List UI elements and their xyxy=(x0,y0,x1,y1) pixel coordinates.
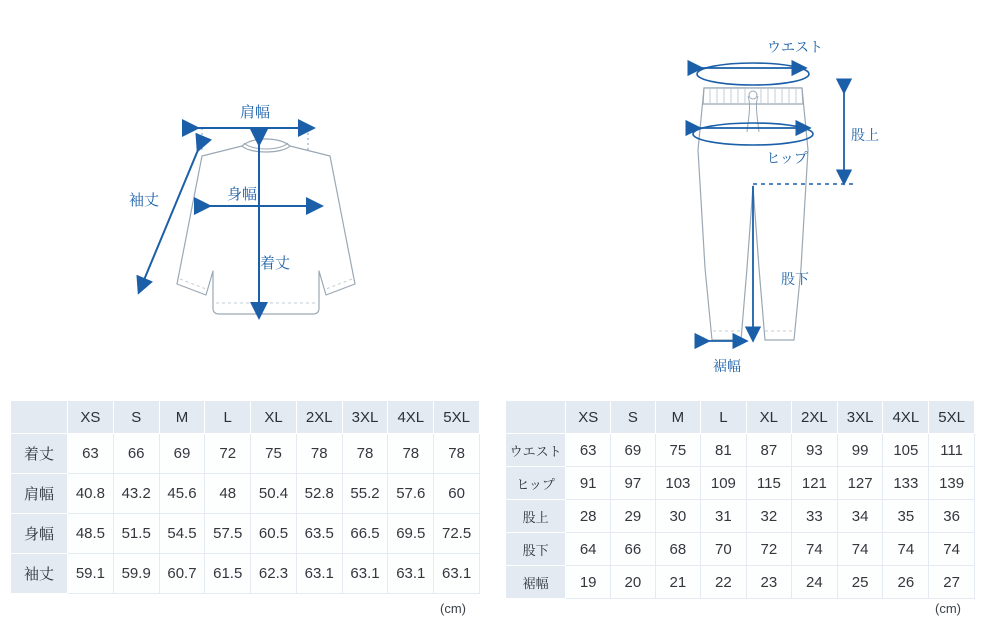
cell: 33 xyxy=(792,500,838,533)
cell: 127 xyxy=(837,467,883,500)
row-label-waist: ウエスト xyxy=(506,434,566,467)
cell: 103 xyxy=(655,467,701,500)
cell: 21 xyxy=(655,566,701,599)
cell: 36 xyxy=(929,500,975,533)
cell: 45.6 xyxy=(159,474,205,514)
row-label-hem-width: 裾幅 xyxy=(506,566,566,599)
table-row xyxy=(506,500,975,533)
cell: 72.5 xyxy=(434,514,480,554)
cell: 29 xyxy=(611,500,655,533)
table-row xyxy=(11,474,480,514)
cell: 91 xyxy=(566,467,611,500)
column-header-xs: XS xyxy=(68,401,114,434)
table-row xyxy=(506,566,975,599)
cell: 26 xyxy=(883,566,929,599)
cell: 62.3 xyxy=(251,554,297,594)
table-row xyxy=(11,554,480,594)
cell: 66 xyxy=(113,434,159,474)
cell: 133 xyxy=(883,467,929,500)
cell: 60.7 xyxy=(159,554,205,594)
cell: 139 xyxy=(929,467,975,500)
table-row xyxy=(506,434,975,467)
cell: 63 xyxy=(68,434,114,474)
column-header-xs: XS xyxy=(566,401,611,434)
cell: 54.5 xyxy=(159,514,205,554)
cell: 69 xyxy=(611,434,655,467)
row-label-sleeve-length: 袖丈 xyxy=(11,554,68,594)
cell: 115 xyxy=(746,467,791,500)
cell: 81 xyxy=(701,434,747,467)
unit-note-tops: (cm) xyxy=(440,601,466,616)
column-header-3xl: 3XL xyxy=(837,401,883,434)
cell: 22 xyxy=(701,566,747,599)
label-hip: ヒップ xyxy=(766,150,808,166)
cell: 66.5 xyxy=(342,514,388,554)
cell: 34 xyxy=(837,500,883,533)
cell: 75 xyxy=(251,434,297,474)
cell: 55.2 xyxy=(342,474,388,514)
cell: 23 xyxy=(746,566,791,599)
cell: 31 xyxy=(701,500,747,533)
cell: 87 xyxy=(746,434,791,467)
label-body-length: 着丈 xyxy=(259,255,291,272)
table-row xyxy=(11,514,480,554)
cell: 57.5 xyxy=(205,514,251,554)
tops-size-table xyxy=(10,400,480,594)
column-header-5xl: 5XL xyxy=(929,401,975,434)
cell: 78 xyxy=(434,434,480,474)
cell: 19 xyxy=(566,566,611,599)
label-rise: 股上 xyxy=(851,127,879,143)
cell: 109 xyxy=(701,467,747,500)
cell: 63.1 xyxy=(296,554,342,594)
column-header-xl: XL xyxy=(746,401,791,434)
row-label-chest-width: 身幅 xyxy=(11,514,68,554)
cell: 50.4 xyxy=(251,474,297,514)
cell: 63 xyxy=(566,434,611,467)
cell: 60.5 xyxy=(251,514,297,554)
cell: 24 xyxy=(792,566,838,599)
table-row xyxy=(506,533,975,566)
table-header-row xyxy=(506,401,975,434)
cell: 63.5 xyxy=(296,514,342,554)
cell: 63.1 xyxy=(434,554,480,594)
row-label-body-length: 着丈 xyxy=(11,434,68,474)
column-header-xl: XL xyxy=(251,401,297,434)
cell: 93 xyxy=(792,434,838,467)
cell: 59.9 xyxy=(113,554,159,594)
column-header-4xl: 4XL xyxy=(388,401,434,434)
cell: 43.2 xyxy=(113,474,159,514)
table-row xyxy=(11,434,480,474)
cell: 99 xyxy=(837,434,883,467)
row-label-shoulder-width: 肩幅 xyxy=(11,474,68,514)
row-label-inseam: 股下 xyxy=(506,533,566,566)
column-header-m: M xyxy=(655,401,701,434)
cell: 61.5 xyxy=(205,554,251,594)
cell: 63.1 xyxy=(342,554,388,594)
cell: 52.8 xyxy=(296,474,342,514)
cell: 60 xyxy=(434,474,480,514)
cell: 48.5 xyxy=(68,514,114,554)
column-header-s: S xyxy=(611,401,655,434)
label-waist: ウエスト xyxy=(767,39,823,55)
cell: 20 xyxy=(611,566,655,599)
row-label-hip: ヒップ xyxy=(506,467,566,500)
cell: 30 xyxy=(655,500,701,533)
cell: 69.5 xyxy=(388,514,434,554)
cell: 105 xyxy=(883,434,929,467)
cell: 74 xyxy=(837,533,883,566)
long-sleeve-shirt-diagram xyxy=(10,0,500,390)
cell: 75 xyxy=(655,434,701,467)
row-label-rise: 股上 xyxy=(506,500,566,533)
column-header-3xl: 3XL xyxy=(342,401,388,434)
cell: 72 xyxy=(205,434,251,474)
cell: 28 xyxy=(566,500,611,533)
cell: 32 xyxy=(746,500,791,533)
label-chest-width: 身幅 xyxy=(226,186,258,203)
column-header-2xl: 2XL xyxy=(296,401,342,434)
column-header-s: S xyxy=(113,401,159,434)
cell: 111 xyxy=(929,434,975,467)
cell: 66 xyxy=(611,533,655,566)
column-header-5xl: 5XL xyxy=(434,401,480,434)
table-header-row xyxy=(11,401,480,434)
cell: 97 xyxy=(611,467,655,500)
pants-diagram xyxy=(505,0,995,390)
column-header-4xl: 4XL xyxy=(883,401,929,434)
cell: 40.8 xyxy=(68,474,114,514)
label-inseam: 股下 xyxy=(781,271,809,287)
cell: 69 xyxy=(159,434,205,474)
table-corner-cell xyxy=(506,401,566,434)
table-row xyxy=(506,467,975,500)
label-shoulder-width: 肩幅 xyxy=(239,104,271,121)
cell: 68 xyxy=(655,533,701,566)
cell: 74 xyxy=(929,533,975,566)
cell: 121 xyxy=(792,467,838,500)
cell: 51.5 xyxy=(113,514,159,554)
cell: 25 xyxy=(837,566,883,599)
cell: 35 xyxy=(883,500,929,533)
cell: 72 xyxy=(746,533,791,566)
column-header-l: L xyxy=(701,401,747,434)
unit-note-bottoms: (cm) xyxy=(935,601,961,616)
cell: 74 xyxy=(883,533,929,566)
cell: 64 xyxy=(566,533,611,566)
cell: 59.1 xyxy=(68,554,114,594)
cell: 63.1 xyxy=(388,554,434,594)
bottoms-size-table xyxy=(505,400,975,599)
label-sleeve-length: 袖丈 xyxy=(128,192,160,209)
cell: 27 xyxy=(929,566,975,599)
column-header-l: L xyxy=(205,401,251,434)
cell: 78 xyxy=(388,434,434,474)
cell: 74 xyxy=(792,533,838,566)
cell: 78 xyxy=(296,434,342,474)
cell: 48 xyxy=(205,474,251,514)
cell: 57.6 xyxy=(388,474,434,514)
column-header-m: M xyxy=(159,401,205,434)
table-corner-cell xyxy=(11,401,68,434)
label-hem-width: 裾幅 xyxy=(713,358,741,374)
column-header-2xl: 2XL xyxy=(792,401,838,434)
cell: 70 xyxy=(701,533,747,566)
cell: 78 xyxy=(342,434,388,474)
